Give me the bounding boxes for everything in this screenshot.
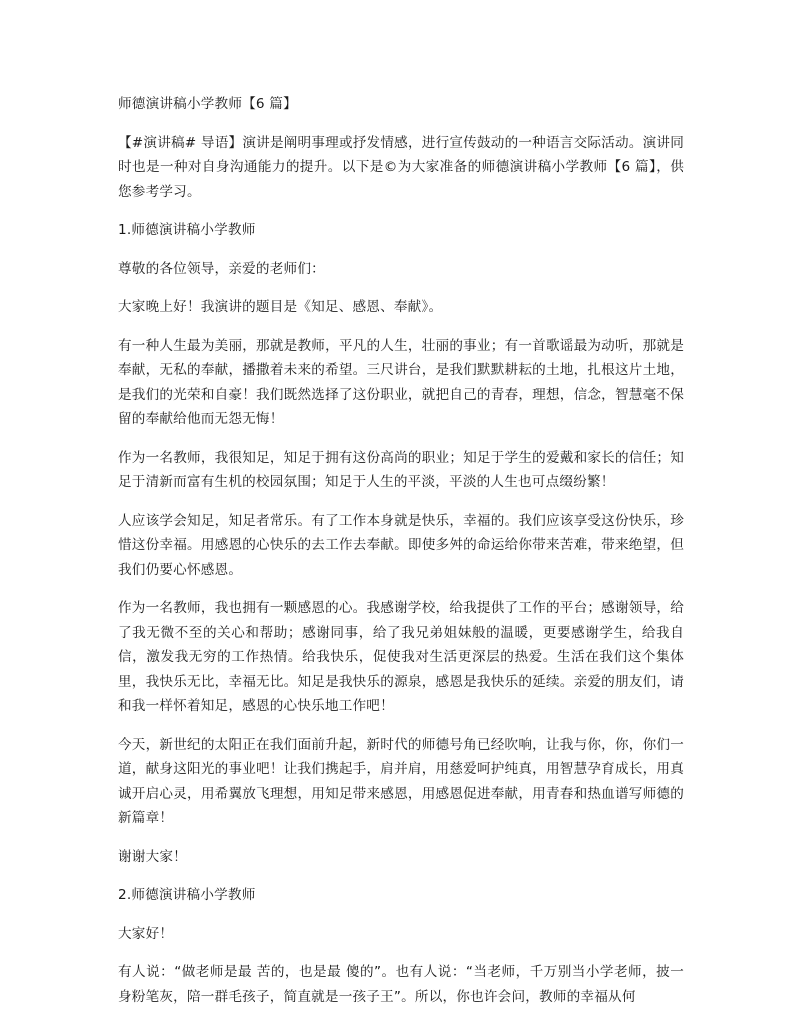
section-1-paragraph-4: 作为一名教师，我也拥有一颗感恩的心。我感谢学校，给我提供了工作的平台；感谢领导，给了我无微不至的关心和帮助；感谢同事，给了我兄弟姐妹般的温暖，更要感谢学生，给我自信，激发我无穷的工作热情。给我快乐，促使我对生活更深层的热爱。生活在我们这个集体里，我快乐无比，幸福无比。知足是我快乐的源泉，感恩是我快乐的延续。亲爱的朋友们，请和我一样怀着知足，感恩的心快乐地工作吧！ [118, 600, 684, 714]
section-1-paragraph-2: 作为一名教师，我很知足，知足于拥有这份高尚的职业；知足于学生的爱戴和家长的信任；知足于清新而富有生机的校园氛围；知足于人生的平淡，平淡的人生也可点缀纷繁！ [118, 449, 684, 490]
section-1-paragraph-3: 人应该学会知足，知足者常乐。有了工作本身就是快乐，幸福的。我们应该享受这份快乐，珍惜这份幸福。用感恩的心快乐的去工作去奉献。即使多舛的命运给你带来苦难，带来绝望，但我们仍要心怀感恩。 [118, 512, 684, 578]
section-1-heading: 1.师德演讲稿小学教师 [118, 222, 256, 238]
section-2-greeting: 大家好！ [118, 925, 174, 942]
document-title: 师德演讲稿小学教师【6 篇】 [118, 96, 297, 112]
section-2-heading: 2.师德演讲稿小学教师 [118, 887, 256, 903]
section-1-paragraph-5: 今天，新世纪的太阳正在我们面前升起，新时代的师德号角已经吹响，让我与你，你，你们一道，献身这阳光的事业吧！让我们携起手，肩并肩，用慈爱呵护纯真，用智慧孕育成长，用真诚开启心灵，用希翼放飞理想，用知足带来感恩，用感恩促进奉献，用青春和热血谱写师德的新篇章！ [118, 736, 684, 826]
section-1-paragraph-1: 有一种人生最为美丽，那就是教师，平凡的人生，壮丽的事业；有一首歌谣最为动听，那就是奉献，无私的奉献，播撒着未来的希望。三尺讲台，是我们默默耕耘的土地，扎根这片土地，是我们的光荣和自豪！我们既然选择了这份职业，就把自己的青春，理想，信念，智慧毫不保留的奉献给他而无怨无悔！ [118, 337, 684, 427]
document-page [118, 92, 684, 1023]
section-1-salutation: 尊敬的各位领导，亲爱的老师们： [118, 260, 325, 277]
section-2-paragraph-1: 有人说：“做老师是最 苦的，也是最 傻的”。也有人说：“当老师，千万别当小学老师，披一身粉笔灰，陪一群毛孩子，简直就是一孩子王”。所以，你也许会问，教师的幸福从何 [118, 964, 684, 1005]
section-1-greeting: 大家晚上好！我演讲的题目是《知足、感恩、奉献》。 [118, 299, 443, 315]
intro-paragraph: 【#演讲稿# 导语】演讲是阐明事理或抒发情感，进行宣传鼓动的一种语言交际活动。演讲同时也是一种对自身沟通能力的提升。以下是©为大家准备的师德演讲稿小学教师【6 篇】，供您参考学习。 [118, 134, 684, 200]
section-1-closing: 谢谢大家！ [118, 848, 187, 865]
